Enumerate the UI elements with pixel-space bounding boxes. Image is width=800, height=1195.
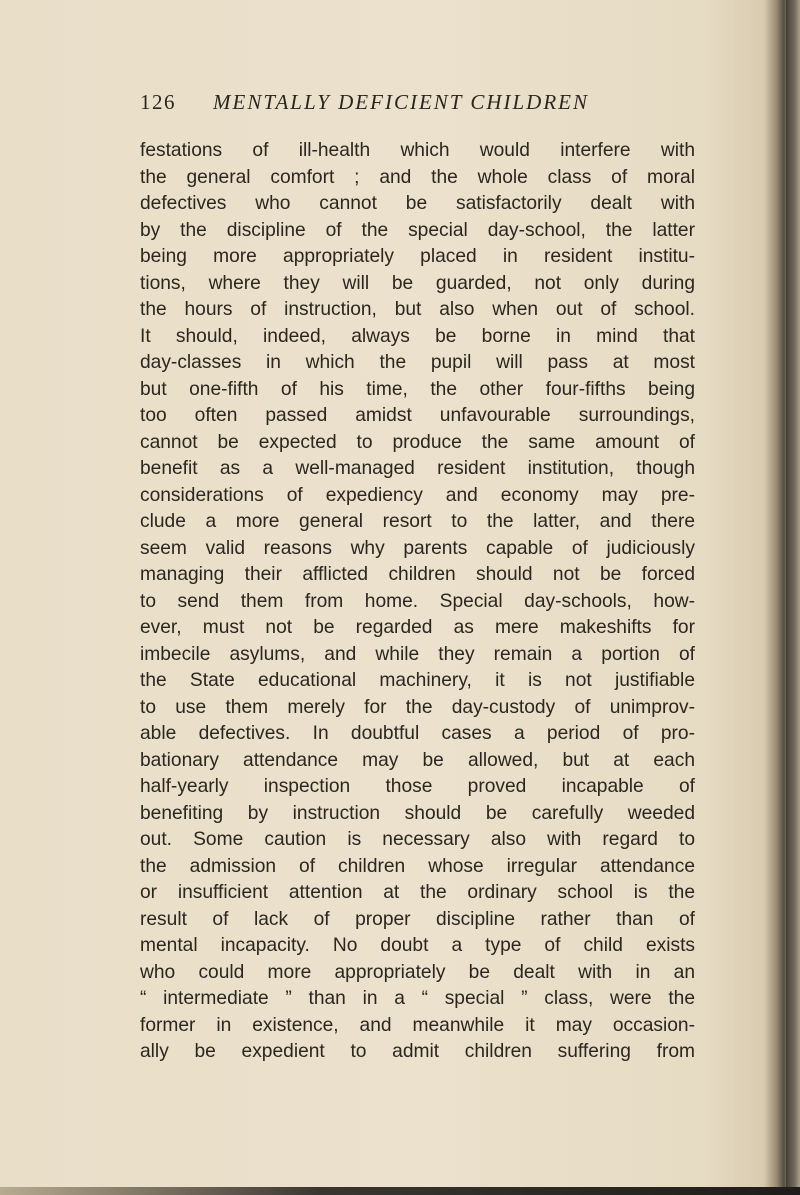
page-header xyxy=(140,90,700,118)
text-line: mental incapacity. No doubt a type of child exists xyxy=(140,935,695,956)
text-line: “ intermediate ” than in a “ special ” class, were the xyxy=(140,988,695,1009)
text-line: but one-fifth of his time, the other four-fifths being xyxy=(140,378,695,400)
text-line: ever, must not be regarded as mere makeshifts for xyxy=(140,617,695,638)
text-line: tions, where they will be guarded, not only during xyxy=(140,272,695,294)
text-line: out. Some caution is necessary also with regard to xyxy=(140,829,695,850)
body-text xyxy=(140,138,695,1066)
text-line: festations of ill-health which would interfere with xyxy=(140,140,695,161)
text-line: ally be expedient to admit children suffering from xyxy=(140,1041,695,1062)
text-line: by the discipline of the special day-school, the latter xyxy=(140,219,695,241)
text-line: bationary attendance may be allowed, but at each xyxy=(140,749,695,771)
text-line: defectives who cannot be satisfactorily dealt with xyxy=(140,193,695,214)
text-line: being more appropriately placed in resident institu- xyxy=(140,246,695,267)
text-line: benefit as a well-managed resident institution, though xyxy=(140,458,695,479)
page-bottom-edge xyxy=(0,1187,800,1195)
text-line: able defectives. In doubtful cases a period of pro- xyxy=(140,723,695,744)
text-line: to send them from home. Special day-schools, how- xyxy=(140,590,695,612)
page-number: 126 xyxy=(140,90,176,114)
text-line: clude a more general resort to the latter, and there xyxy=(140,511,695,532)
text-line: half-yearly inspection those proved incapable of xyxy=(140,776,695,797)
running-title: MENTALLY DEFICIENT CHILDREN xyxy=(213,90,590,114)
text-line: the admission of children whose irregular attendance xyxy=(140,855,695,877)
text-line: It should, indeed, always be borne in mind that xyxy=(140,325,695,347)
text-line: former in existence, and meanwhile it may occasion- xyxy=(140,1014,695,1036)
text-line: managing their afflicted children should not be forced xyxy=(140,564,695,585)
text-line: day-classes in which the pupil will pass at most xyxy=(140,352,695,373)
text-line: result of lack of proper discipline rather than of xyxy=(140,908,695,930)
text-line: considerations of expediency and economy may pre- xyxy=(140,484,695,506)
text-line: the State educational machinery, it is not justifiable xyxy=(140,670,695,691)
text-line: too often passed amidst unfavourable surroundings, xyxy=(140,405,695,426)
text-line: seem valid reasons why parents capable of judiciously xyxy=(140,537,695,559)
text-line: who could more appropriately be dealt with in an xyxy=(140,961,695,983)
text-line: benefiting by instruction should be carefully weeded xyxy=(140,802,695,824)
text-line: to use them merely for the day-custody of unimprov- xyxy=(140,696,695,718)
text-line: cannot be expected to produce the same amount of xyxy=(140,431,695,453)
book-spine-edge xyxy=(786,0,800,1195)
text-line: the hours of instruction, but also when out of school. xyxy=(140,299,695,320)
text-line: or insufficient attention at the ordinary school is the xyxy=(140,882,695,903)
text-line: imbecile asylums, and while they remain a portion of xyxy=(140,643,695,665)
text-line: the general comfort ; and the whole class of moral xyxy=(140,166,695,188)
